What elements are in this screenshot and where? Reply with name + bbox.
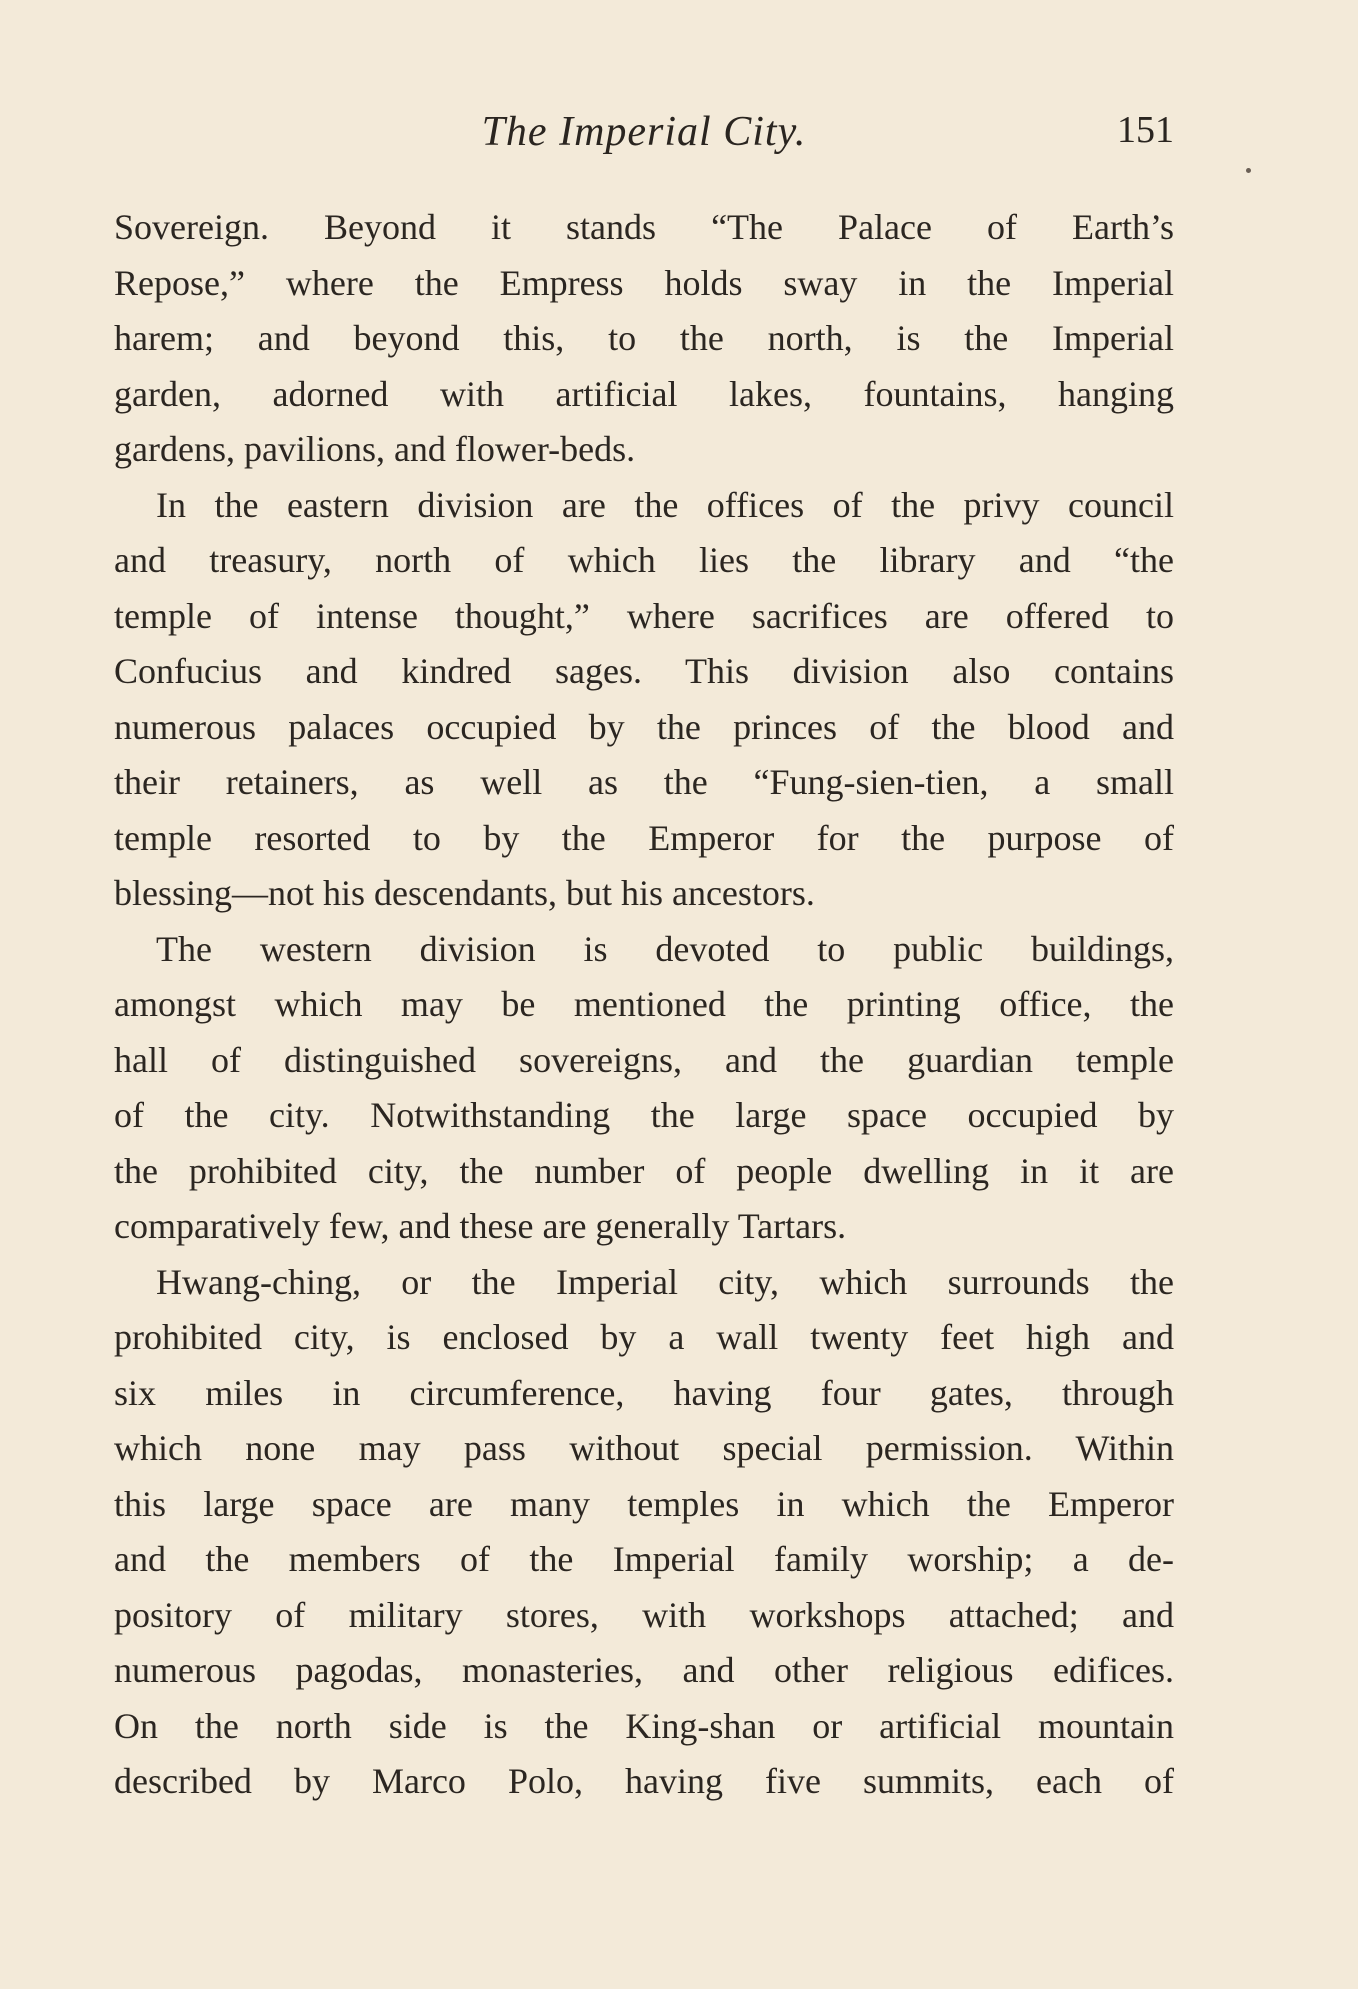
page-header: [114, 108, 1174, 168]
text-line: prohibited city, is enclosed by a wall twenty feet high and: [114, 1317, 1174, 1357]
text-line: which none may pass without special permission. Within: [114, 1428, 1174, 1468]
text-line: blessing—not his descendants, but his ancestors.: [114, 873, 815, 913]
text-line: pository of military stores, with workshops attached; and: [114, 1594, 1174, 1635]
text-line: In the eastern division are the offices of the privy council: [156, 484, 1174, 525]
text-line: Repose,” where the Empress holds sway in the Imperial: [114, 262, 1174, 303]
text-line: and treasury, north of which lies the library and “the: [114, 540, 1174, 580]
text-line: gardens, pavilions, and flower-beds.: [114, 429, 636, 469]
text-line: described by Marco Polo, having five summits, each of: [114, 1761, 1174, 1801]
paragraph: [114, 200, 1174, 478]
text-line: Confucius and kindred sages. This division also contains: [114, 651, 1174, 691]
text-line: hall of distinguished sovereigns, and the guardian temple: [114, 1039, 1174, 1080]
text-line: amongst which may be mentioned the printing office, the: [114, 984, 1174, 1024]
text-line: numerous palaces occupied by the princes of the blood and: [114, 706, 1174, 747]
text-line: the prohibited city, the number of people dwelling in it are: [114, 1150, 1174, 1191]
page-number: 151: [1117, 109, 1174, 151]
text-line: and the members of the Imperial family worship; a de-: [114, 1539, 1174, 1579]
paragraph: [114, 922, 1174, 1255]
text-line: Hwang-ching, or the Imperial city, which surrounds the: [156, 1261, 1174, 1302]
text-line: their retainers, as well as the “Fung-sien-tien, a small: [114, 762, 1174, 802]
ink-speck: [1246, 168, 1251, 173]
body-text: [114, 200, 1174, 1810]
text-line: The western division is devoted to public buildings,: [156, 928, 1174, 969]
text-line: Sovereign. Beyond it stands “The Palace of Earth’s: [114, 207, 1174, 247]
text-line: harem; and beyond this, to the north, is the Imperial: [114, 318, 1174, 358]
text-line: garden, adorned with artificial lakes, fountains, hanging: [114, 373, 1174, 414]
text-line: comparatively few, and these are generally Tartars.: [114, 1206, 847, 1246]
running-title: The Imperial City.: [481, 109, 807, 155]
text-line: numerous pagodas, monasteries, and other religious edifices.: [114, 1650, 1174, 1690]
text-line: this large space are many temples in which the Emperor: [114, 1483, 1174, 1524]
text-line: temple resorted to by the Emperor for the purpose of: [114, 817, 1174, 858]
paragraph: [114, 478, 1174, 922]
text-line: temple of intense thought,” where sacrifices are offered to: [114, 595, 1174, 636]
text-line: six miles in circumference, having four gates, through: [114, 1372, 1174, 1413]
text-line: of the city. Notwithstanding the large space occupied by: [114, 1095, 1174, 1135]
text-line: On the north side is the King-shan or artificial mountain: [114, 1705, 1174, 1746]
paragraph: [114, 1255, 1174, 1810]
